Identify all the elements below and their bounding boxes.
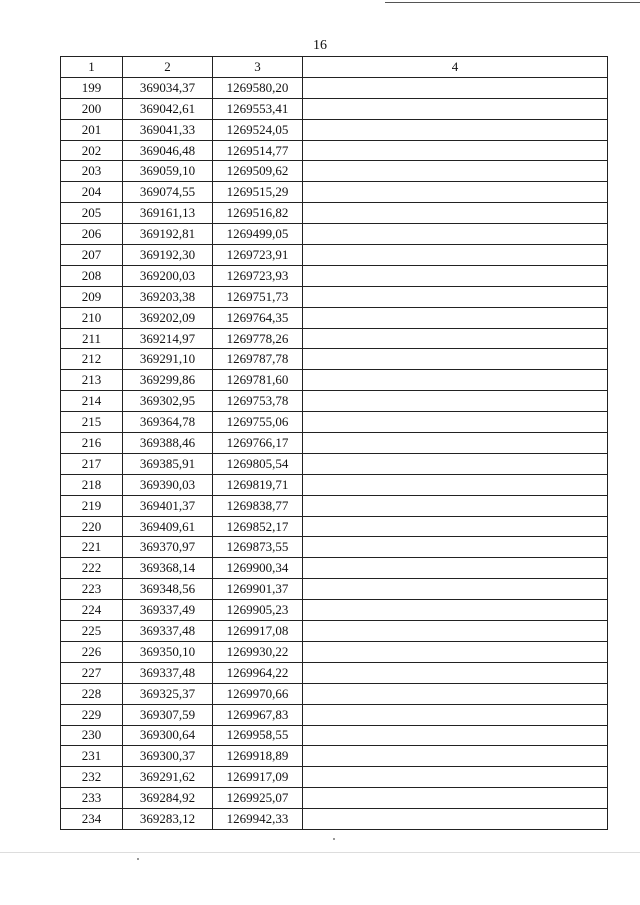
table-row: [61, 537, 608, 558]
x-coordinate-cell: 369203,38: [123, 286, 213, 307]
y-coordinate-cell: 1269580,20: [213, 77, 303, 98]
note-cell: [303, 265, 608, 286]
x-coordinate-cell: 369299,86: [123, 370, 213, 391]
coordinates-table: [60, 56, 608, 830]
table-row: [61, 474, 608, 495]
point-number-cell: 200: [61, 98, 123, 119]
point-number-cell: 214: [61, 391, 123, 412]
x-coordinate-cell: 369042,61: [123, 98, 213, 119]
column-header-3: 3: [213, 57, 303, 78]
table-row: [61, 683, 608, 704]
x-coordinate-cell: 369337,48: [123, 621, 213, 642]
table-header-row: [61, 57, 608, 78]
table-row: [61, 98, 608, 119]
y-coordinate-cell: 1269781,60: [213, 370, 303, 391]
point-number-cell: 221: [61, 537, 123, 558]
x-coordinate-cell: 369390,03: [123, 474, 213, 495]
top-edge-line: [385, 2, 640, 3]
y-coordinate-cell: 1269917,08: [213, 621, 303, 642]
note-cell: [303, 140, 608, 161]
note-cell: [303, 119, 608, 140]
point-number-cell: 232: [61, 767, 123, 788]
note-cell: [303, 725, 608, 746]
point-number-cell: 213: [61, 370, 123, 391]
note-cell: [303, 224, 608, 245]
x-coordinate-cell: 369368,14: [123, 558, 213, 579]
table-row: [61, 453, 608, 474]
y-coordinate-cell: 1269918,89: [213, 746, 303, 767]
note-cell: [303, 161, 608, 182]
scan-edge-line: [0, 852, 640, 853]
y-coordinate-cell: 1269925,07: [213, 788, 303, 809]
table-row: [61, 412, 608, 433]
note-cell: [303, 683, 608, 704]
point-number-cell: 207: [61, 245, 123, 266]
table-row: [61, 579, 608, 600]
note-cell: [303, 433, 608, 454]
y-coordinate-cell: 1269917,09: [213, 767, 303, 788]
point-number-cell: 208: [61, 265, 123, 286]
table-row: [61, 161, 608, 182]
y-coordinate-cell: 1269515,29: [213, 182, 303, 203]
point-number-cell: 210: [61, 307, 123, 328]
point-number-cell: 223: [61, 579, 123, 600]
x-coordinate-cell: 369307,59: [123, 704, 213, 725]
point-number-cell: 209: [61, 286, 123, 307]
note-cell: [303, 662, 608, 683]
table-row: [61, 224, 608, 245]
note-cell: [303, 495, 608, 516]
point-number-cell: 231: [61, 746, 123, 767]
column-header-1: 1: [61, 57, 123, 78]
note-cell: [303, 600, 608, 621]
x-coordinate-cell: 369385,91: [123, 453, 213, 474]
x-coordinate-cell: 369300,64: [123, 725, 213, 746]
point-number-cell: 216: [61, 433, 123, 454]
table-row: [61, 328, 608, 349]
point-number-cell: 219: [61, 495, 123, 516]
y-coordinate-cell: 1269509,62: [213, 161, 303, 182]
x-coordinate-cell: 369291,10: [123, 349, 213, 370]
point-number-cell: 218: [61, 474, 123, 495]
x-coordinate-cell: 369214,97: [123, 328, 213, 349]
table-row: [61, 349, 608, 370]
y-coordinate-cell: 1269942,33: [213, 809, 303, 830]
y-coordinate-cell: 1269873,55: [213, 537, 303, 558]
table-row: [61, 704, 608, 725]
point-number-cell: 233: [61, 788, 123, 809]
x-coordinate-cell: 369034,37: [123, 77, 213, 98]
note-cell: [303, 328, 608, 349]
y-coordinate-cell: 1269753,78: [213, 391, 303, 412]
y-coordinate-cell: 1269516,82: [213, 203, 303, 224]
point-number-cell: 215: [61, 412, 123, 433]
x-coordinate-cell: 369283,12: [123, 809, 213, 830]
point-number-cell: 230: [61, 725, 123, 746]
table-row: [61, 203, 608, 224]
x-coordinate-cell: 369284,92: [123, 788, 213, 809]
scan-speck: [333, 838, 335, 840]
y-coordinate-cell: 1269930,22: [213, 641, 303, 662]
x-coordinate-cell: 369401,37: [123, 495, 213, 516]
note-cell: [303, 746, 608, 767]
note-cell: [303, 307, 608, 328]
y-coordinate-cell: 1269838,77: [213, 495, 303, 516]
point-number-cell: 226: [61, 641, 123, 662]
x-coordinate-cell: 369350,10: [123, 641, 213, 662]
column-header-2: 2: [123, 57, 213, 78]
y-coordinate-cell: 1269901,37: [213, 579, 303, 600]
table-row: [61, 516, 608, 537]
table-row: [61, 391, 608, 412]
x-coordinate-cell: 369302,95: [123, 391, 213, 412]
table-row: [61, 433, 608, 454]
x-coordinate-cell: 369074,55: [123, 182, 213, 203]
table-row: [61, 140, 608, 161]
note-cell: [303, 349, 608, 370]
point-number-cell: 205: [61, 203, 123, 224]
y-coordinate-cell: 1269764,35: [213, 307, 303, 328]
point-number-cell: 201: [61, 119, 123, 140]
table-row: [61, 370, 608, 391]
table-row: [61, 77, 608, 98]
note-cell: [303, 558, 608, 579]
y-coordinate-cell: 1269524,05: [213, 119, 303, 140]
y-coordinate-cell: 1269900,34: [213, 558, 303, 579]
note-cell: [303, 391, 608, 412]
y-coordinate-cell: 1269967,83: [213, 704, 303, 725]
table-row: [61, 119, 608, 140]
note-cell: [303, 641, 608, 662]
point-number-cell: 204: [61, 182, 123, 203]
point-number-cell: 202: [61, 140, 123, 161]
note-cell: [303, 809, 608, 830]
note-cell: [303, 245, 608, 266]
y-coordinate-cell: 1269514,77: [213, 140, 303, 161]
page-number: 16: [313, 38, 327, 53]
x-coordinate-cell: 369202,09: [123, 307, 213, 328]
x-coordinate-cell: 369388,46: [123, 433, 213, 454]
y-coordinate-cell: 1269778,26: [213, 328, 303, 349]
point-number-cell: 211: [61, 328, 123, 349]
table-row: [61, 265, 608, 286]
point-number-cell: 220: [61, 516, 123, 537]
point-number-cell: 212: [61, 349, 123, 370]
point-number-cell: 222: [61, 558, 123, 579]
table-row: [61, 788, 608, 809]
point-number-cell: 228: [61, 683, 123, 704]
table-row: [61, 307, 608, 328]
note-cell: [303, 788, 608, 809]
x-coordinate-cell: 369364,78: [123, 412, 213, 433]
y-coordinate-cell: 1269553,41: [213, 98, 303, 119]
table-row: [61, 558, 608, 579]
point-number-cell: 217: [61, 453, 123, 474]
point-number-cell: 199: [61, 77, 123, 98]
table-row: [61, 182, 608, 203]
table-row: [61, 746, 608, 767]
x-coordinate-cell: 369291,62: [123, 767, 213, 788]
note-cell: [303, 704, 608, 725]
note-cell: [303, 77, 608, 98]
y-coordinate-cell: 1269723,91: [213, 245, 303, 266]
table-row: [61, 245, 608, 266]
y-coordinate-cell: 1269723,93: [213, 265, 303, 286]
point-number-cell: 234: [61, 809, 123, 830]
note-cell: [303, 621, 608, 642]
y-coordinate-cell: 1269751,73: [213, 286, 303, 307]
column-header-4: 4: [303, 57, 608, 78]
note-cell: [303, 182, 608, 203]
point-number-cell: 203: [61, 161, 123, 182]
note-cell: [303, 370, 608, 391]
x-coordinate-cell: 369192,81: [123, 224, 213, 245]
table-row: [61, 286, 608, 307]
y-coordinate-cell: 1269958,55: [213, 725, 303, 746]
y-coordinate-cell: 1269964,22: [213, 662, 303, 683]
table-row: [61, 621, 608, 642]
x-coordinate-cell: 369409,61: [123, 516, 213, 537]
note-cell: [303, 203, 608, 224]
note-cell: [303, 516, 608, 537]
y-coordinate-cell: 1269787,78: [213, 349, 303, 370]
y-coordinate-cell: 1269852,17: [213, 516, 303, 537]
x-coordinate-cell: 369325,37: [123, 683, 213, 704]
x-coordinate-cell: 369046,48: [123, 140, 213, 161]
y-coordinate-cell: 1269766,17: [213, 433, 303, 454]
x-coordinate-cell: 369059,10: [123, 161, 213, 182]
note-cell: [303, 474, 608, 495]
x-coordinate-cell: 369041,33: [123, 119, 213, 140]
y-coordinate-cell: 1269970,66: [213, 683, 303, 704]
x-coordinate-cell: 369300,37: [123, 746, 213, 767]
x-coordinate-cell: 369337,48: [123, 662, 213, 683]
note-cell: [303, 579, 608, 600]
y-coordinate-cell: 1269755,06: [213, 412, 303, 433]
point-number-cell: 229: [61, 704, 123, 725]
x-coordinate-cell: 369200,03: [123, 265, 213, 286]
note-cell: [303, 412, 608, 433]
point-number-cell: 224: [61, 600, 123, 621]
y-coordinate-cell: 1269819,71: [213, 474, 303, 495]
point-number-cell: 225: [61, 621, 123, 642]
note-cell: [303, 767, 608, 788]
x-coordinate-cell: 369337,49: [123, 600, 213, 621]
y-coordinate-cell: 1269905,23: [213, 600, 303, 621]
table-row: [61, 600, 608, 621]
point-number-cell: 206: [61, 224, 123, 245]
note-cell: [303, 98, 608, 119]
table-row: [61, 495, 608, 516]
y-coordinate-cell: 1269805,54: [213, 453, 303, 474]
note-cell: [303, 453, 608, 474]
x-coordinate-cell: 369161,13: [123, 203, 213, 224]
table-row: [61, 641, 608, 662]
point-number-cell: 227: [61, 662, 123, 683]
table-row: [61, 725, 608, 746]
table-row: [61, 662, 608, 683]
x-coordinate-cell: 369370,97: [123, 537, 213, 558]
x-coordinate-cell: 369348,56: [123, 579, 213, 600]
note-cell: [303, 537, 608, 558]
y-coordinate-cell: 1269499,05: [213, 224, 303, 245]
scan-speck: [137, 858, 139, 860]
note-cell: [303, 286, 608, 307]
table-row: [61, 809, 608, 830]
table-row: [61, 767, 608, 788]
table-body: [61, 77, 608, 829]
x-coordinate-cell: 369192,30: [123, 245, 213, 266]
